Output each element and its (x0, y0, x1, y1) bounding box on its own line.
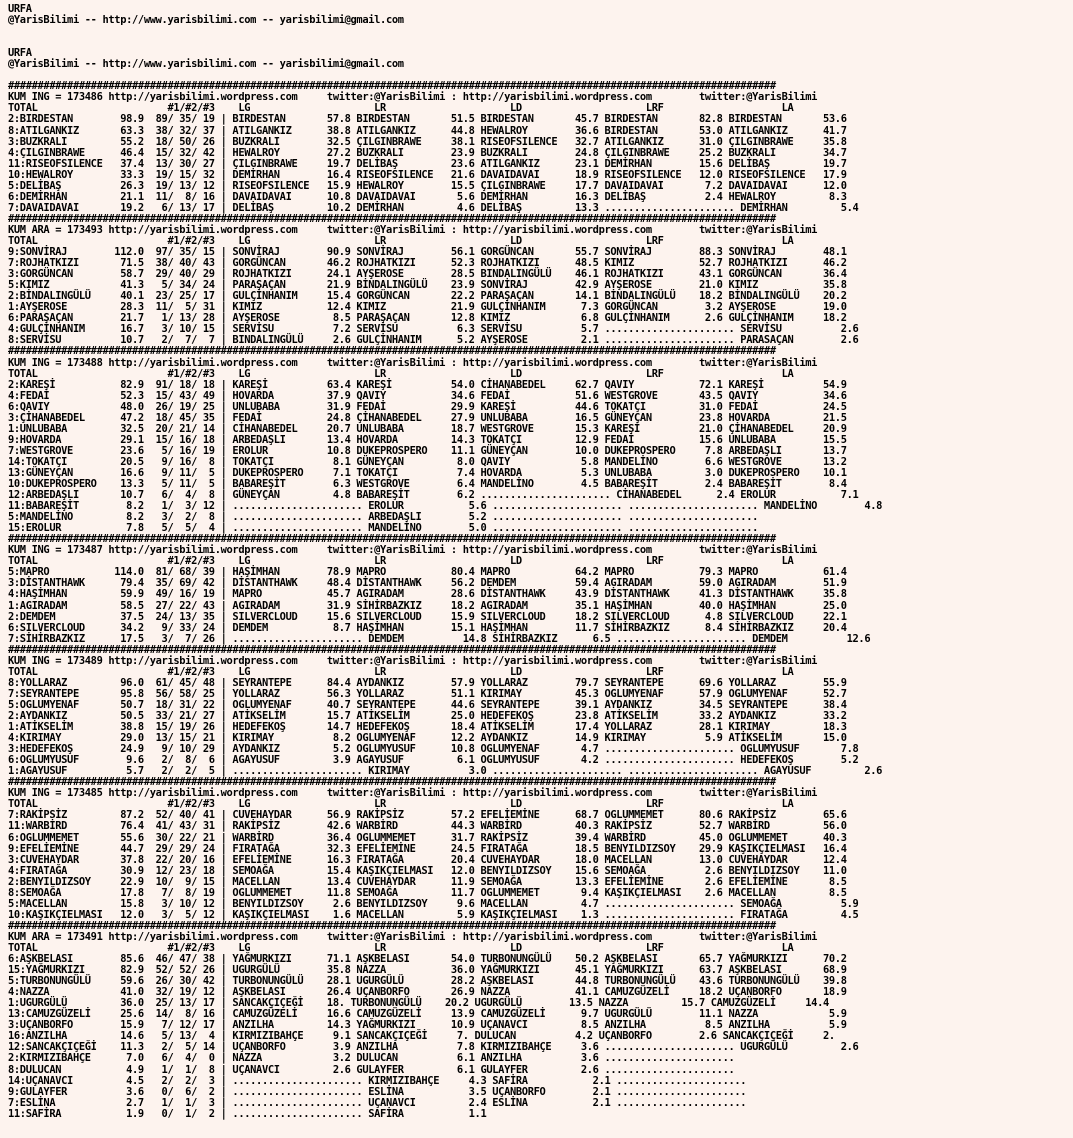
header-line: URFA (8, 3, 32, 15)
header-line (8, 70, 1073, 81)
result-row: 7:SEYRANTEPE 95.8 56/ 58/ 25 | YOLLARAZ 56.3 YOLLARAZ 51.1 KIRIMAY 45.3 OGLUMYENAF 57.9 OGLUMYENAF 52.7 (8, 687, 847, 700)
column-header-line: TOTAL #1/#2/#3 LG LR LD LRF LA (8, 102, 794, 115)
result-row: 11:RISEOFSILENCE 37.4 13/ 30/ 27 | ÇILGINBRAWE 19.7 DELİBAŞ 23.6 ATILGANKIZ 23.1 DEMİRHAN 15.6 DELİBAŞ 19.7 (8, 157, 847, 170)
section-separator: ################################################################################################################################## (8, 644, 776, 656)
section-separator: ################################################################################################################################## (8, 920, 776, 932)
result-row: 14:UÇANAVCI 4.5 2/ 2/ 3 | ...................... KIRMIZIBAHÇE 4.3 SAFİRA 2.1 ...................... (8, 1074, 747, 1087)
result-row: 14:TOKATÇI 20.5 9/ 16/ 8 | TOKATÇI 8.1 GÜNEYÇAN 8.0 QAVIY 5.8 MANDELİNO 6.6 WESTGROVE 13.2 (8, 455, 847, 468)
result-row: 6:OGLUMYUSUF 9.6 2/ 8/ 6 | AGAYUSUF 3.9 AGAYUSUF 6.1 OGLUMYUSUF 4.2 ...................... HEDEFEKOŞ 5.2 (8, 754, 859, 767)
result-row: 6:DEMİRHAN 21.1 11/ 8/ 16 | DAVAIDAVAI 10.8 DAVAIDAVAI 5.6 DEMİRHAN 16.3 DELİBAŞ 2.4 HEWALROY 8.3 (8, 190, 847, 203)
result-row: 15:YAĞMURKIZI 82.9 52/ 52/ 26 | UGURGÜLÜ 35.8 NAZZA 36.0 YAĞMURKIZI 45.1 YAĞMURKIZI 63.7 AŞKBELASI 68.9 (8, 964, 847, 977)
result-row: 9:GULAYFER 3.6 0/ 6/ 2 | ...................... ESLİNA 3.5 UÇANBORFO 2.1 ...................... (8, 1085, 747, 1098)
result-row: 6:OGLUMMEMET 55.6 30/ 22/ 21 | WARBİRD 36.4 OGLUMMEMET 31.7 RAKİPSİZ 39.4 WARBİRD 45.0 OGLUMMEMET 40.3 (8, 831, 847, 844)
result-row: 4:KIRIMAY 29.0 13/ 15/ 21 | KIRIMAY 8.2 OGLUMYENAF 12.2 AYDANKIZ 14.9 KIRIMAY 5.9 ATİKSELİM 15.0 (8, 732, 847, 745)
result-row: 7:ESLİNA 2.7 1/ 1/ 3 | ...................... UÇANAVCI 2.4 ESLİNA 2.1 ...................... (8, 1096, 747, 1109)
result-row: 11:SAFİRA 1.9 0/ 1/ 2 | ...................... SAFİRA 1.1 (8, 1107, 487, 1120)
race-header-line: KUM ING = 173486 http://yarisbilimi.wordpress.com twitter:@YarisBilimi : http://yarisbilimi.wordpress.com twitter:@YarisBilimi (8, 91, 818, 104)
result-row: 5:MANDELİNO 8.2 3/ 2/ 8 | ...................... ARBEDAŞLI 5.2 ...................... ...................... (8, 511, 759, 524)
result-row: 10:DUKEPROSPERO 13.3 5/ 11/ 5 | BABAREŞİT 6.3 WESTGROVE 6.4 MANDELİNO 4.5 BABAREŞİT 2.4 BABAREŞİT 8.4 (8, 478, 847, 491)
column-header-line: TOTAL #1/#2/#3 LG LR LD LRF LA (8, 234, 794, 247)
result-row: 3:BUZKRALI 55.2 18/ 50/ 26 | BUZKRALI 32.5 ÇILGINBRAWE 38.1 RISEOFSILENCE 32.7 ATILGANKIZ 31.0 ÇILGINBRAWE 35.8 (8, 135, 847, 148)
race-header-line: KUM ARA = 173493 http://yarisbilimi.wordpress.com twitter:@YarisBilimi : http://yarisbilimi.wordpress.com twitter:@YarisBilimi (8, 223, 818, 236)
result-row: 4:ÇILGINBRAWE 46.4 15/ 32/ 42 | HEWALROY 27.2 BUZKRALI 23.9 BUZKRALI 24.8 ÇILGINBRAWE 25.2 BUZKRALI 34.7 (8, 146, 847, 159)
result-row: 2:BİNDALINGÜLÜ 40.1 23/ 25/ 17 | GULÇİNHANIM 15.4 GORGÜNCAN 22.2 PARAŞAÇAN 14.1 BİNDALINGÜLÜ 18.2 BİNDALINGÜLÜ 20.2 (8, 290, 847, 303)
result-row: 8:SERVİSU 10.7 2/ 7/ 7 | BINDALINGÜLÜ 2.6 GULÇİNHANIM 5.2 AYŞEROSE 2.1 ...................... PARASAÇAN 2.6 (8, 334, 859, 347)
result-row: 4:NAZZA 41.0 32/ 19/ 12 | AŞKBELASI 26.4 UÇANBORFO 26.9 NAZZA 41.1 CAMUZGÜZELİ 18.2 UÇANBORFO 18.9 (8, 986, 847, 999)
result-row: 8:ATILGANKIZ 63.3 38/ 32/ 37 | ATILGANKIZ 38.8 ATILGANKIZ 44.8 HEWALROY 36.6 BIRDESTAN 53.0 ATILGANKIZ 41.7 (8, 124, 847, 137)
result-row: 2:AYDANKIZ 50.5 33/ 21/ 27 | ATİKSELİM 15.7 ATİKSELİM 25.0 HEDEFEKOŞ 23.8 ATİKSELİM 33.2 AYDANKIZ 33.2 (8, 710, 847, 722)
result-row: 5:OGLUMYENAF 50.7 18/ 31/ 22 | OGLUMYENAF 40.7 SEYRANTEPE 44.6 SEYRANTEPE 39.1 AYDANKIZ 34.5 SEYRANTEPE 38.4 (8, 698, 847, 711)
result-row: 1:AYŞEROSE 28.3 11/ 5/ 31 | KIMIZ 12.4 KIMIZ 21.9 GULÇİNHANIM 7.3 GORGÜNCAN 3.2 AYŞEROSE 19.0 (8, 301, 847, 314)
result-row: 5:TURBONUNGÜLÜ 59.6 26/ 30/ 42 | TURBONUNGÜLÜ 28.1 UGURGÜLÜ 28.2 AŞKBELASI 44.8 TURBONUNGÜLÜ 43.6 TURBONUNGÜLÜ 39.8 (8, 975, 847, 988)
result-row: 7:ROJHATKIZI 71.5 38/ 40/ 43 | GORGÜNCAN 46.2 ROJHATKIZI 52.3 ROJHATKIZI 48.5 KIMIZ 52.7 ROJHATKIZI 46.2 (8, 257, 847, 270)
header-line: @YarisBilimi -- http://www.yarisbilimi.com -- yarisbilimi@gmail.com (8, 14, 404, 27)
race-header-line: KUM ING = 173489 http://yarisbilimi.wordpress.com twitter:@YarisBilimi : http://yarisbilimi.wordpress.com twitter:@YarisBilimi (8, 654, 818, 667)
result-row: 5:MACELLAN 15.8 3/ 10/ 12 | BENYILDIZSOY 2.6 BENYILDIZSOY 9.6 MACELLAN 4.7 ...................... SEMOAĞA 5.9 (8, 897, 859, 910)
result-row: 5:KIMIZ 41.3 5/ 34/ 24 | PARAŞAÇAN 21.9 BİNDALINGÜLÜ 23.9 SONVİRAJ 42.9 AYŞEROSE 21.0 KIMIZ 35.8 (8, 279, 847, 292)
result-row: 1:ATİKSELİM 38.8 15/ 19/ 26 | HEDEFEKOŞ 14.7 HEDEFEKOŞ 18.4 ATİKSELİM 17.4 YOLLARAZ 28.1 KIRIMAY 18.3 (8, 721, 847, 734)
result-row: 13:CAMUZGÜZELİ 25.6 14/ 8/ 16 | CAMUZGÜZELİ 16.6 CAMUZGÜZELİ 13.9 CAMUZGÜZELİ 9.7 UGURGÜLÜ 11.1 NAZZA 5.9 (8, 1008, 847, 1021)
result-row: 10:HEWALROY 33.3 19/ 15/ 32 | DEMİRHAN 16.4 RISEOFSILENCE 21.6 DAVAIDAVAI 18.9 RISEOFSILENCE 12.0 RISEOFSILENCE 17.9 (8, 168, 847, 181)
result-row: 3:CUVEHAYDAR 37.8 22/ 20/ 16 | EFELİEMİNE 16.3 FIRATAĞA 20.4 CUVEHAYDAR 18.0 MACELLAN 13.0 CUVEHAYDAR 12.4 (8, 853, 847, 866)
section-separator: ################################################################################################################################## (8, 81, 776, 93)
result-row: 5:MAPRO 114.0 81/ 68/ 39 | HAŞİMHAN 78.9 MAPRO 80.4 MAPRO 64.2 MAPRO 79.3 MAPRO 61.4 (8, 566, 847, 579)
result-row: 3:GORGÜNCAN 58.7 29/ 40/ 29 | ROJHATKIZI 24.1 AYŞEROSE 28.5 BINDALINGÜLÜ 46.1 ROJHATKIZI 43.1 GORGÜNCAN 36.4 (8, 268, 847, 281)
header-line (8, 26, 1073, 37)
result-row: 2:KAREŞİ 82.9 91/ 18/ 18 | KAREŞİ 63.4 KAREŞİ 54.0 CİHANABEDEL 62.7 QAVIY 72.1 KAREŞİ 54.9 (8, 378, 847, 391)
column-header-line: TOTAL #1/#2/#3 LG LR LD LRF LA (8, 367, 794, 380)
column-header-line: TOTAL #1/#2/#3 LG LR LD LRF LA (8, 798, 794, 811)
result-row: 8:SEMOAĞA 17.8 7/ 8/ 19 | OGLUMMEMET 11.8 SEMOAĞA 11.7 OGLUMMEMET 9.4 KAŞIKÇIELMASI 2.6 MACELLAN 8.5 (8, 886, 847, 899)
result-row: 15:EROLUR 7.8 5/ 5/ 4 | ...................... MANDELİNO 5.0 ...................... ...................... (8, 522, 759, 535)
result-row: 2:BIRDESTAN 98.9 89/ 35/ 19 | BIRDESTAN 57.8 BIRDESTAN 51.5 BIRDESTAN 45.7 BIRDESTAN 82.8 BIRDESTAN 53.6 (8, 113, 847, 126)
result-row: 4:GULÇİNHANIM 16.7 3/ 10/ 15 | SERVİSU 7.2 SERVİSU 6.3 SERVİSU 5.7 ...................... SERVİSU 2.6 (8, 323, 859, 336)
column-header-line: TOTAL #1/#2/#3 LG LR LD LRF LA (8, 941, 794, 954)
section-separator: ################################################################################################################################## (8, 346, 776, 358)
result-row: 12:ARBEDAŞLI 10.7 6/ 4/ 8 | GÜNEYÇAN 4.8 BABAREŞİT 6.2 ...................... CİHANABEDEL 2.4 EROLUR 7.1 (8, 489, 859, 502)
result-row: 6:QAVIY 48.0 26/ 19/ 25 | UNLUBABA 31.9 FEDAİ 29.9 KAREŞİ 44.6 TOKATÇI 31.0 FEDAİ 24.5 (8, 400, 847, 413)
header-line: URFA (8, 47, 32, 60)
section-separator: ################################################################################################################################## (8, 777, 776, 789)
column-header-line: TOTAL #1/#2/#3 LG LR LD LRF LA (8, 555, 794, 568)
result-row: 3:ÇİHANABEDEL 47.2 18/ 45/ 35 | FEDAİ 24.8 ÇİHANABEDEL 27.9 UNLUBABA 16.5 GÜNEYÇAN 23.8 HOVARDA 21.5 (8, 411, 847, 424)
section-separator: ################################################################################################################################## (8, 534, 776, 546)
result-row: 16:ANZILHA 14.6 5/ 13/ 4 | KIRMIZIBAHÇE 9.1 SANCAKÇIÇEĞİ 7. DULUCAN 4.2 UÇANBORFO 2.6 SANCAKÇIÇEĞİ 2. (8, 1030, 835, 1043)
race-header-line: KUM ING = 173485 http://yarisbilimi.wordpress.com twitter:@YarisBilimi : http://yarisbilimi.wordpress.com twitter:@YarisBilimi (8, 787, 818, 800)
column-header-line: TOTAL #1/#2/#3 LG LR LD LRF LA (8, 665, 794, 678)
result-row: 10:KAŞIKÇIELMASI 12.0 3/ 5/ 12 | KAŞIKÇIELMASI 1.6 MACELLAN 5.9 KAŞIKÇIELMASI 1.3 ...................... FIRATAĞA 4.5 (8, 908, 859, 921)
result-row: 7:SİHİRBAZKIZ 17.5 3/ 7/ 26 | ...................... DEMDEM 14.8 SİHİRBAZKIZ 6.5 ...................... DEMDEM 12.6 (8, 632, 871, 645)
race-header-line: KUM ING = 173487 http://yarisbilimi.wordpress.com twitter:@YarisBilimi : http://yarisbilimi.wordpress.com twitter:@YarisBilimi (8, 544, 818, 557)
result-row: 8:YOLLARAZ 96.0 61/ 45/ 48 | SEYRANTEPE 84.4 AYDANKIZ 57.9 YOLLARAZ 79.7 SEYRANTEPE 69.6 YOLLARAZ 55.9 (8, 676, 847, 689)
result-row: 2:BENYILDIZSOY 22.9 10/ 9/ 15 | MACELLAN 13.4 CUVEHAYDAR 11.9 SEMOAĞA 13.3 EFELİEMİNE 2.6 EFELİEMİNE 8.5 (8, 875, 847, 888)
result-row: 9:HOVARDA 29.1 15/ 16/ 18 | ARBEDAŞLI 13.4 HOVARDA 14.3 TOKATÇI 12.9 FEDAİ 15.6 UNLUBABA 15.5 (8, 433, 847, 446)
header-line (8, 37, 1073, 48)
result-row: 9:SONVİRAJ 112.0 97/ 35/ 15 | SONVİRAJ 90.9 SONVİRAJ 56.1 GORGÜNCAN 55.7 SONVİRAJ 88.3 SONVİRAJ 48.1 (8, 246, 847, 259)
race-header-line: KUM ING = 173488 http://yarisbilimi.wordpress.com twitter:@YarisBilimi : http://yarisbilimi.wordpress.com twitter:@YarisBilimi (8, 356, 818, 369)
result-row: 6:SILVERCLOUD 34.2 9/ 33/ 24 | DEMDEM 8.7 HAŞİMHAN 15.1 HAŞİMHAN 11.7 SİHİRBAZKIZ 8.4 SİHİRBAZKIZ 20.4 (8, 621, 847, 634)
result-row: 2:KIRMIZIBAHÇE 7.0 6/ 4/ 0 | NAZZA 3.2 DULUCAN 6.1 ANZILHA 3.6 ...................... (8, 1052, 735, 1065)
race-header-line: KUM ARA = 173491 http://yarisbilimi.wordpress.com twitter:@YarisBilimi : http://yarisbilimi.wordpress.com twitter:@YarisBilimi (8, 930, 818, 943)
header-line: @YarisBilimi -- http://www.yarisbilimi.com -- yarisbilimi@gmail.com (8, 58, 404, 71)
result-row: 1:AGAYUSUF 5.7 2/ 2/ 5 | ...................... KIRIMAY 3.0 ...................... ...................... AGAYUSUF 2.6 (8, 765, 883, 778)
result-row: 5:DELİBAŞ 26.3 19/ 13/ 12 | RISEOFSILENCE 15.9 HEWALROY 15.5 ÇILGINBRAWE 17.7 DAVAIDAVAI 7.2 DAVAIDAVAI 12.0 (8, 179, 847, 192)
result-row: 7:WESTGROVE 23.6 5/ 16/ 19 | EROLUR 10.8 DUKEPROSPERO 11.1 GÜNEYÇAN 10.0 DUKEPROSPERO 7.8 ARBEDAŞLI 13.7 (8, 444, 847, 457)
result-row: 7:RAKİPSİZ 87.2 52/ 40/ 41 | CUVEHAYDAR 56.9 RAKİPSİZ 57.2 EFELİEMİNE 68.7 OGLUMMEMET 80.6 RAKİPSİZ 65.6 (8, 809, 847, 822)
result-row: 4:HAŞİMHAN 59.9 49/ 16/ 19 | MAPRO 45.7 AGIRADAM 28.6 DİSTANTHAWK 43.9 DİSTANTHAWK 41.3 DİSTANTHAWK 35.8 (8, 588, 847, 601)
result-row: 9:EFELİEMİNE 44.7 29/ 29/ 24 | FIRATAĞA 32.3 EFELİEMİNE 24.5 FIRATAĞA 18.5 BENYILDIZSOY 29.9 KAŞIKÇIELMASI 16.4 (8, 842, 847, 855)
result-row: 8:DULUCAN 4.9 1/ 1/ 8 | UÇANAVCI 2.6 GULAYFER 6.1 GULAYFER 2.6 ...................... (8, 1063, 735, 1076)
result-row: 11:BABAREŞİT 8.2 1/ 3/ 12 | ...................... EROLUR 5.6 ...................... ...................... MANDELİNO 4.8 (8, 500, 883, 513)
result-row: 4:FEDAİ 52.3 15/ 43/ 49 | HOVARDA 37.9 QAVIY 34.6 FEDAİ 51.6 WESTGROVE 43.5 QAVIY 34.6 (8, 389, 847, 402)
result-row: 6:PARAŞAÇAN 21.7 1/ 13/ 28 | AYŞEROSE 8.5 PARAŞAÇAN 12.8 KIMIZ 6.8 GULÇİNHANIM 2.6 GULÇİNHANIM 18.2 (8, 312, 847, 325)
result-row: 3:UÇANBORFO 15.9 7/ 12/ 17 | ANZILHA 14.3 YAĞMURKIZI 10.9 UÇANAVCI 8.5 ANZILHA 8.5 ANZILHA 5.9 (8, 1019, 847, 1032)
result-row: 4:FIRATAĞA 30.9 12/ 23/ 18 | SEMOAĞA 15.4 KAŞIKÇIELMASI 12.0 BENYILDIZSOY 15.6 SEMOAĞA 2.6 BENYILDIZSOY 11.0 (8, 864, 847, 877)
result-row: 2:DEMDEM 37.5 24/ 13/ 35 | SILVERCLOUD 15.6 SILVERCLOUD 15.9 SILVERCLOUD 18.2 SILVERCLOUD 4.8 SILVERCLOUD 22.1 (8, 610, 847, 623)
result-row: 7:DAVAIDAVAI 19.2 6/ 13/ 17 | DELİBAŞ 10.2 DEMİRHAN 4.6 DELİBAŞ 13.3 ...................... DEMİRHAN 5.4 (8, 201, 859, 214)
result-row: 3:DİSTANTHAWK 79.4 35/ 69/ 42 | DİSTANTHAWK 48.4 DİSTANTHAWK 56.2 DEMDEM 59.4 AGIRADAM 59.0 AGIRADAM 51.9 (8, 577, 847, 590)
result-row: 1:UGURGÜLÜ 36.0 25/ 13/ 17 | SANCAKÇIÇEĞİ 18. TURBONUNGÜLÜ 20.2 UGURGÜLÜ 13.5 NAZZA 15.7 CAMUZGÜZELİ 14.4 (8, 997, 829, 1010)
section-separator: ################################################################################################################################## (8, 213, 776, 225)
result-row: 11:WARBİRD 76.4 41/ 43/ 31 | RAKİPSİZ 42.6 WARBİRD 44.3 WARBİRD 40.3 RAKİPSİZ 52.7 WARBİRD 56.0 (8, 820, 847, 833)
result-row: 1:UNLUBABA 32.5 20/ 21/ 14 | CİHANABEDEL 20.7 UNLUBABA 18.7 WESTGROVE 15.3 KAREŞİ 21.0 ÇİHANABEDEL 20.9 (8, 422, 847, 435)
result-row: 12:SANCAKÇIÇEĞİ 11.3 2/ 5/ 14 | UÇANBORFO 3.9 ANZILHA 7.8 KIRMIZIBAHÇE 3.6 ...................... UGURGÜLÜ 2.6 (8, 1041, 859, 1054)
result-row: 6:AŞKBELASI 85.6 46/ 47/ 38 | YAĞMURKIZI 71.1 AŞKBELASI 54.0 TURBONUNGÜLÜ 50.2 AŞKBELASI 65.7 YAĞMURKIZI 70.2 (8, 953, 847, 966)
result-row: 1:AGIRADAM 58.5 27/ 22/ 43 | AGIRADAM 31.9 SİHİRBAZKIZ 18.2 AGIRADAM 35.1 HAŞİMHAN 40.0 HAŞİMHAN 25.0 (8, 599, 847, 612)
result-row: 3:HEDEFEKOŞ 24.9 9/ 10/ 29 | AYDANKIZ 5.2 OGLUMYUSUF 10.8 OGLUMYENAF 4.7 ...................... OGLUMYUSUF 7.8 (8, 743, 859, 756)
result-row: 13:GÜNEYÇAN 16.6 9/ 11/ 5 | DUKEPROSPERO 7.1 TOKATÇI 7.4 HOVARDA 5.3 UNLUBABA 3.0 DUKEPROSPERO 10.1 (8, 466, 847, 479)
